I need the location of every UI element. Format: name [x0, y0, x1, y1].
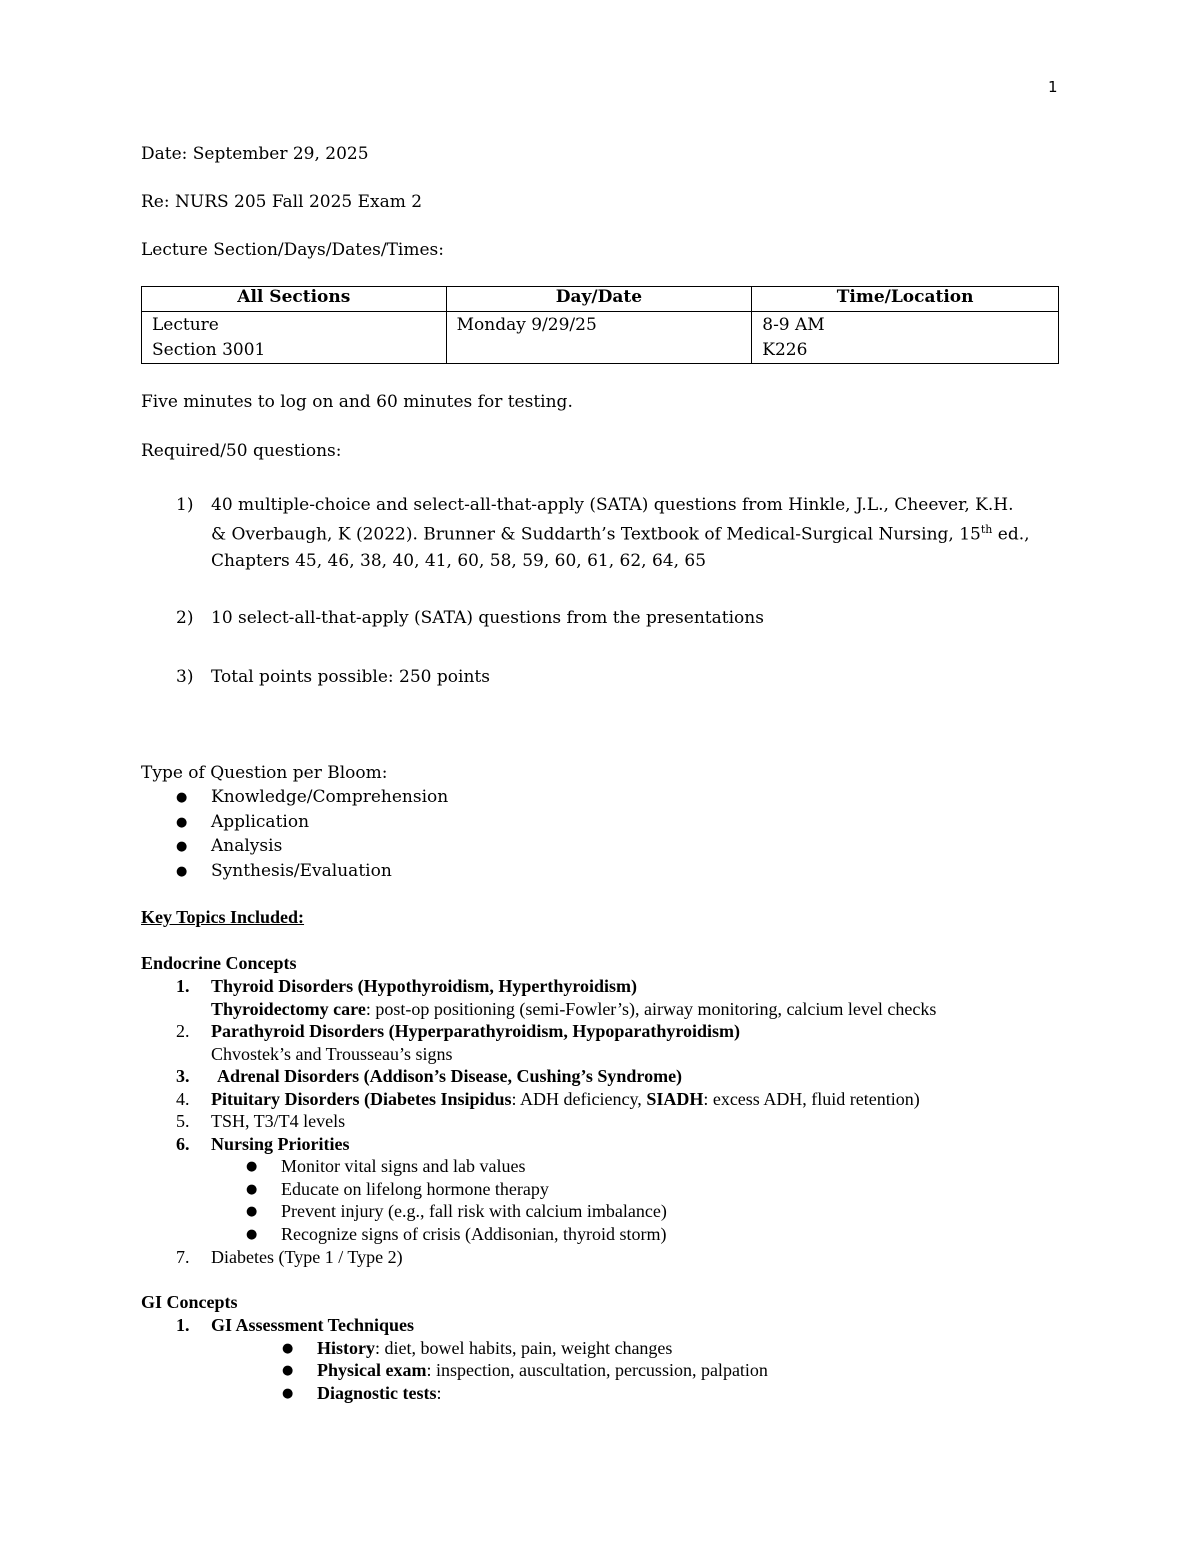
bloom-item: Knowledge/Comprehension [211, 787, 449, 807]
bloom-heading: Type of Question per Bloom: [141, 763, 388, 783]
cell-section [142, 312, 447, 364]
endocrine-item-3-number: 3. [176, 1066, 190, 1086]
required-item-3-text: Total points possible: 250 points [211, 667, 490, 687]
endocrine-item-2-sub: Chvostek’s and Trousseau’s signs [211, 1044, 453, 1064]
nursing-priority-item: Prevent injury (e.g., fall risk with calcium imbalance) [281, 1201, 667, 1221]
bullet-icon: ● [246, 1227, 258, 1242]
lecture-heading: Lecture Section/Days/Dates/Times: [141, 240, 444, 260]
endocrine-item-2-text: Parathyroid Disorders (Hyperparathyroidism, Hypoparathyroidism) [211, 1021, 741, 1041]
bullet-icon: ● [176, 864, 188, 879]
bullet-icon: ● [246, 1182, 258, 1197]
bullet-icon: ● [176, 790, 188, 805]
timing-note: Five minutes to log on and 60 minutes for testing. [141, 392, 573, 412]
header-day-date: Day/Date [446, 287, 752, 312]
required-item-1-line1: 40 multiple-choice and select-all-that-apply (SATA) questions from Hinkle, J.L., Cheever, K.H. [211, 495, 1014, 515]
endocrine-item-4-text: Pituitary Disorders (Diabetes Insipidus: ADH deficiency, SIADH: excess ADH, fluid retention) [211, 1089, 920, 1109]
header-time-location: Time/Location [752, 287, 1059, 312]
bloom-item: Application [211, 812, 310, 832]
page-number: 1 [1048, 78, 1058, 96]
bloom-item: Analysis [211, 836, 283, 856]
bullet-icon: ● [176, 815, 188, 830]
bullet-icon: ● [282, 1363, 294, 1378]
bullet-icon: ● [246, 1159, 258, 1174]
endocrine-item-7-number: 7. [176, 1247, 190, 1267]
bloom-item: Synthesis/Evaluation [211, 861, 392, 881]
gi-assessment-item: Physical exam: inspection, auscultation, percussion, palpation [317, 1360, 768, 1380]
endocrine-item-1-text: Thyroid Disorders (Hypothyroidism, Hyperthyroidism) [211, 976, 638, 996]
section-line2: Section 3001 [152, 340, 266, 360]
gi-item-1-number: 1. [176, 1315, 190, 1335]
required-item-2-number: 2) [176, 608, 194, 628]
date-line: Date: September 29, 2025 [141, 144, 369, 164]
endocrine-item-4-number: 4. [176, 1089, 190, 1109]
required-item-1-number: 1) [176, 495, 194, 515]
re-line: Re: NURS 205 Fall 2025 Exam 2 [141, 192, 423, 212]
location-value: K226 [762, 340, 808, 360]
required-item-1-line2: & Overbaugh, K (2022). Brunner & Suddarth’s Textbook of Medical-Surgical Nursing, 15th ed., [211, 523, 1030, 545]
schedule-row [142, 312, 1059, 364]
header-all-sections: All Sections [142, 287, 447, 312]
day-date-value: Monday 9/29/25 [456, 315, 597, 335]
endocrine-item-1-number: 1. [176, 976, 190, 996]
endocrine-heading: Endocrine Concepts [141, 953, 297, 973]
gi-heading: GI Concepts [141, 1292, 238, 1312]
required-item-2-text: 10 select-all-that-apply (SATA) questions from the presentations [211, 608, 764, 628]
endocrine-item-5-number: 5. [176, 1111, 190, 1131]
cell-time-location [752, 312, 1059, 364]
nursing-priority-item: Recognize signs of crisis (Addisonian, thyroid storm) [281, 1224, 667, 1244]
bullet-icon: ● [246, 1204, 258, 1219]
section-line1: Lecture [152, 315, 219, 335]
required-heading: Required/50 questions: [141, 441, 342, 461]
bullet-icon: ● [282, 1341, 294, 1356]
endocrine-item-5-text: TSH, T3/T4 levels [211, 1111, 346, 1131]
required-item-1-line3: Chapters 45, 46, 38, 40, 41, 60, 58, 59, 60, 61, 62, 64, 65 [211, 551, 707, 571]
endocrine-item-2-number: 2. [176, 1021, 190, 1041]
endocrine-item-6-number: 6. [176, 1134, 190, 1154]
endocrine-item-3-text: Adrenal Disorders (Addison’s Disease, Cushing’s Syndrome) [217, 1066, 683, 1086]
thyroidectomy-care-line: Thyroidectomy care: post-op positioning (semi-Fowler’s), airway monitoring, calcium level checks [211, 999, 937, 1019]
nursing-priority-item: Educate on lifelong hormone therapy [281, 1179, 549, 1199]
bullet-icon: ● [176, 839, 188, 854]
key-topics-heading: Key Topics Included: [141, 907, 305, 927]
schedule-table [141, 286, 1059, 364]
required-item-3-number: 3) [176, 667, 194, 687]
endocrine-item-6-text: Nursing Priorities [211, 1134, 350, 1154]
endocrine-item-7-text: Diabetes (Type 1 / Type 2) [211, 1247, 403, 1267]
gi-item-1-text: GI Assessment Techniques [211, 1315, 415, 1335]
bullet-icon: ● [282, 1386, 294, 1401]
gi-assessment-item: Diagnostic tests: [317, 1383, 442, 1403]
gi-assessment-item: History: diet, bowel habits, pain, weight changes [317, 1338, 673, 1358]
time-value: 8-9 AM [762, 315, 825, 335]
schedule-header-row [142, 287, 1059, 312]
nursing-priority-item: Monitor vital signs and lab values [281, 1156, 526, 1176]
cell-day-date [446, 312, 752, 364]
